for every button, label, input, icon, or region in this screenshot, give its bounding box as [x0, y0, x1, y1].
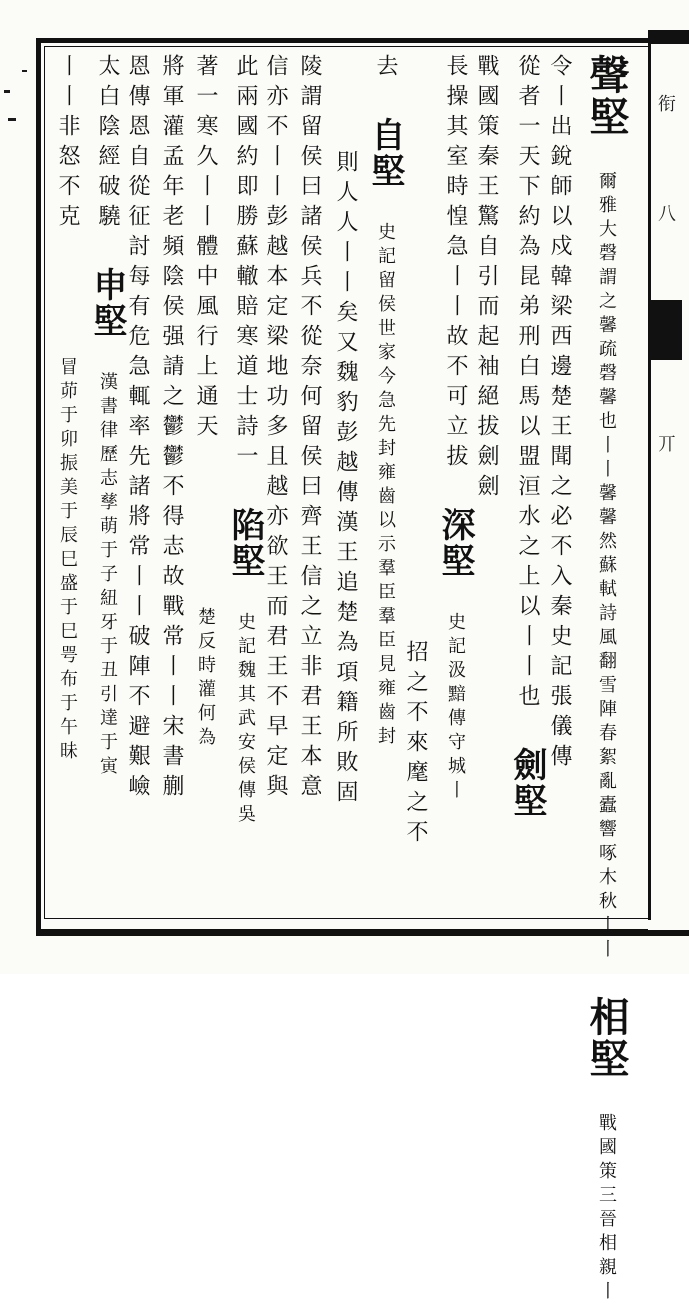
body-text: 從者一天下約為昆弟刑白馬以盟洹水之上以丨丨也: [515, 54, 540, 714]
text-column-3: [507, 54, 547, 914]
entry-text: 冒茆于卯振美于辰巳盛于巳咢布于午昧: [57, 357, 78, 765]
body-text: 太白陰經破驍: [95, 54, 120, 234]
adjacent-page-edge: [648, 30, 689, 930]
entry-heading: 自堅: [365, 117, 405, 189]
edge-glyph: 八: [658, 204, 676, 225]
edge-block: [648, 930, 689, 936]
text-column-16: [56, 54, 78, 914]
entry-text: 爾雅大磬謂之馨疏磬馨也丨丨馨馨然蘇軾詩風翻雪陣春絮亂蠹響啄木秋丨丨: [596, 171, 617, 963]
scan-speck: [4, 90, 10, 93]
entry-text: 楚反時灌何為: [195, 607, 216, 751]
entry-text: 漢書律歷志孳萌于子紐牙于丑引達于寅: [97, 372, 118, 780]
entry-text: 史記汲黯傳守城丨: [445, 612, 466, 804]
body-text: 令丨出銳師以戍韓梁西邊楚王聞之必不入秦史記張儀傳: [547, 54, 572, 774]
body-text: 則人人丨丨矣又魏豹彭越傳漢王追楚為項籍所敗固: [333, 150, 358, 810]
entry-heading: 相堅: [583, 996, 630, 1080]
body-text: 去: [373, 54, 398, 84]
text-column-13: [160, 54, 182, 914]
body-text: 此兩國約即勝蘇轍賠寒道士詩一: [233, 54, 258, 474]
text-column-5: [435, 54, 475, 914]
body-text: 將軍灌孟年老頻陰侯强請之鬱鬱不得志故戰常丨丨宋書蒯: [159, 54, 184, 804]
entry-heading: 劍堅: [507, 747, 547, 819]
text-column-15: [87, 54, 127, 914]
entry-text: 史記魏其武安侯傳吳: [235, 612, 256, 828]
scan-speck: [8, 118, 16, 121]
edge-glyph: 丌: [658, 434, 676, 455]
scan-speck: [22, 70, 27, 72]
entry-heading: 陷堅: [225, 507, 265, 579]
text-column-1: [583, 54, 630, 1305]
fold-line: [648, 40, 651, 920]
body-text: 招之不來麾之不: [403, 640, 428, 850]
text-column-4: [475, 54, 497, 914]
text-column-11: [225, 54, 265, 914]
text-column-10: [264, 54, 286, 914]
text-column-12: [194, 54, 216, 914]
body-text: 陵謂留侯曰諸侯兵不從奈何留侯曰齊王信之立非君王本意: [297, 54, 322, 804]
edge-block: [648, 30, 689, 44]
body-text: 恩傳恩自從征討每有危急輒率先諸將常丨丨破陣不避艱嶮: [125, 54, 150, 804]
text-column-7: [365, 54, 405, 914]
entry-text: 戰國策三晉相親丨: [596, 1113, 617, 1305]
edge-glyph: 衔: [658, 94, 676, 115]
entry-heading: 申堅: [87, 267, 127, 339]
body-text: 戰國策秦王驚自引而起袖絕拔劍劍: [474, 54, 499, 504]
entry-text: 史記留侯世家今急先封雍齒以示羣臣羣臣見雍齒封: [375, 222, 396, 750]
entry-heading: 聲堅: [583, 54, 630, 138]
body-text: 丨丨非怒不克: [55, 54, 80, 234]
body-text: 長操其室時惶急丨丨故不可立拔: [443, 54, 468, 474]
text-column-2: [548, 54, 570, 914]
text-column-6: [404, 640, 426, 920]
text-column-8: [334, 150, 356, 920]
entry-heading: 深堅: [435, 507, 475, 579]
text-column-9: [298, 54, 320, 914]
text-column-14: [126, 54, 148, 914]
body-text: 著一寒久丨丨體中風行上通天: [193, 54, 218, 444]
body-text: 信亦不丨丨彭越本定梁地功多且越亦欲王而君王不早定與: [263, 54, 288, 804]
edge-block: [648, 300, 682, 360]
